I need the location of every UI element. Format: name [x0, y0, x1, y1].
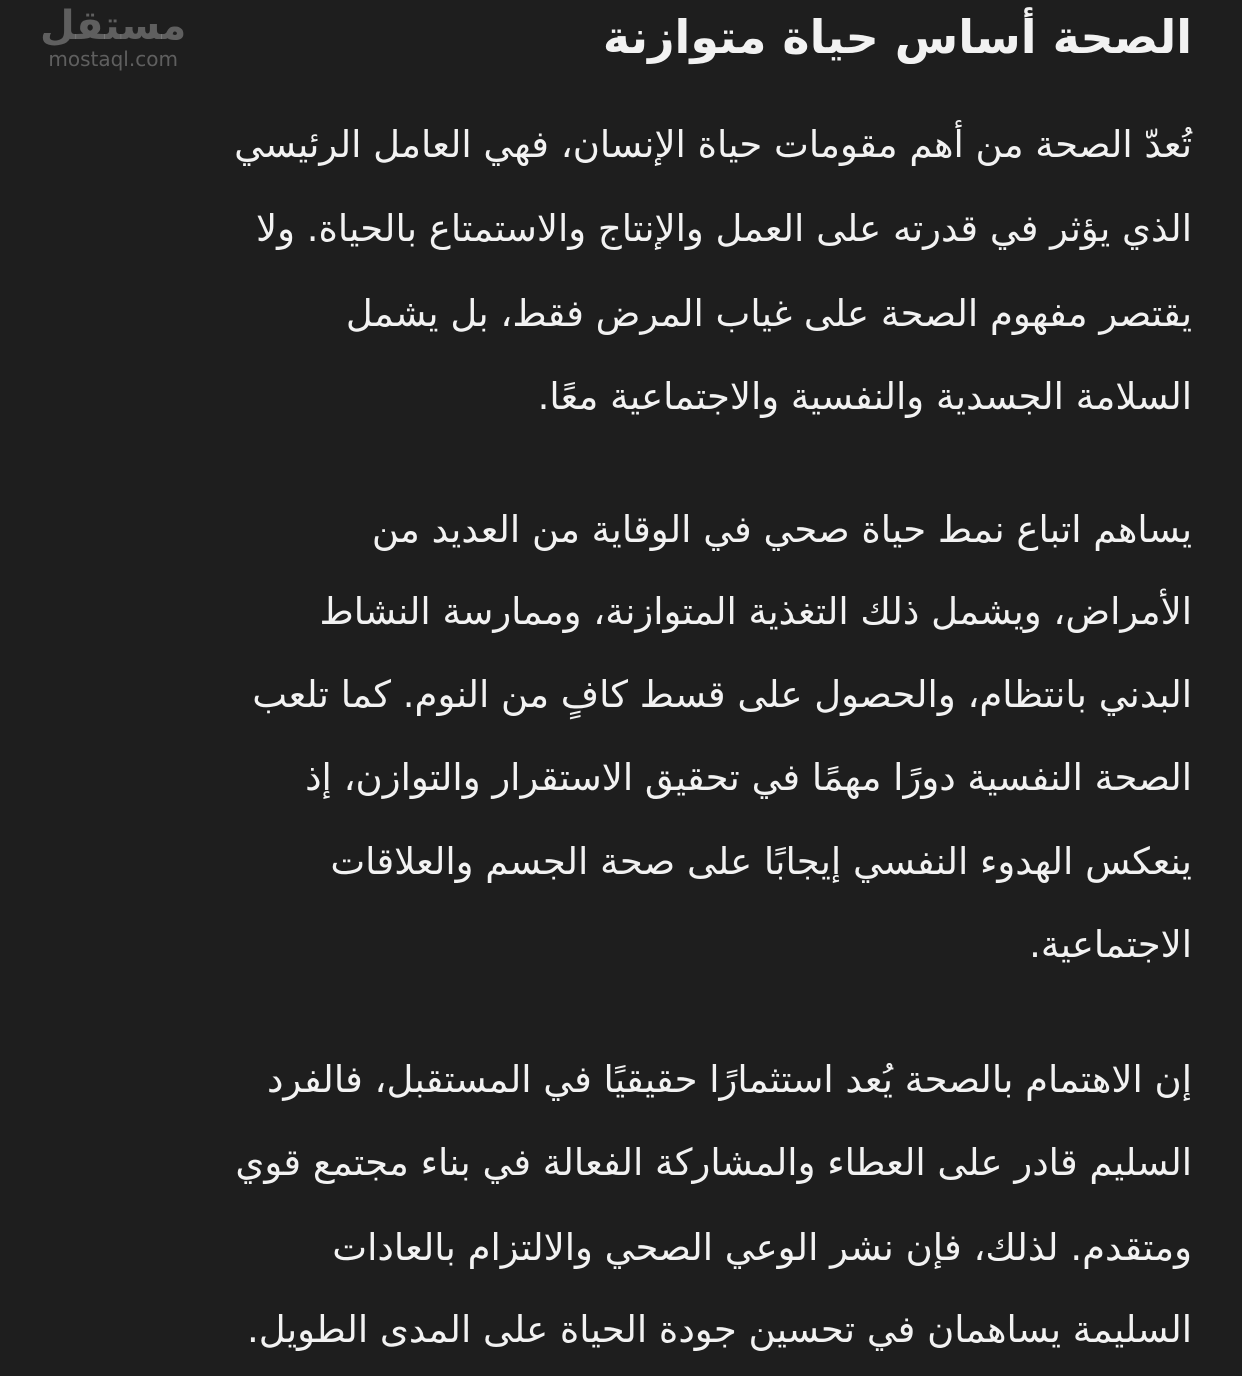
text-line: يقتصر مفهوم الصحة على غياب المرض فقط، بل يشمل	[345, 292, 1192, 335]
text-line: الذي يؤثر في قدرته على العمل والإنتاج والاستمتاع بالحياة. ولا	[255, 207, 1192, 250]
text-line: السليمة يساهمان في تحسين جودة الحياة على المدى الطويل.	[247, 1308, 1192, 1351]
watermark-arabic: مستقل	[40, 3, 187, 49]
text-line: السليم قادر على العطاء والمشاركة الفعالة في بناء مجتمع قوي	[235, 1141, 1192, 1184]
watermark-latin: mostaql.com	[48, 47, 178, 71]
text-line: الصحة النفسية دورًا مهمًا في تحقيق الاستقرار والتوازن، إذ	[305, 756, 1192, 799]
text-line: البدني بانتظام، والحصول على قسط كافٍ من النوم. كما تلعب	[252, 673, 1192, 716]
text-line: ينعكس الهدوء النفسي إيجابًا على صحة الجسم والعلاقات	[330, 840, 1192, 883]
page-title: الصحة أساس حياة متوازنة	[602, 10, 1192, 64]
text-line: ومتقدم. لذلك، فإن نشر الوعي الصحي والالتزام بالعادات	[332, 1226, 1192, 1269]
text-line: إن الاهتمام بالصحة يُعد استثمارًا حقيقيًا في المستقبل، فالفرد	[266, 1058, 1192, 1101]
watermark-logo	[40, 4, 186, 70]
text-line: يساهم اتباع نمط حياة صحي في الوقاية من العديد من	[371, 508, 1192, 551]
text-line: السلامة الجسدية والنفسية والاجتماعية معًا.	[537, 375, 1192, 418]
text-line: الأمراض، ويشمل ذلك التغذية المتوازنة، وممارسة النشاط	[319, 590, 1192, 633]
text-line: تُعدّ الصحة من أهم مقومات حياة الإنسان، فهي العامل الرئيسي	[234, 123, 1192, 166]
text-line: الاجتماعية.	[1029, 923, 1192, 966]
